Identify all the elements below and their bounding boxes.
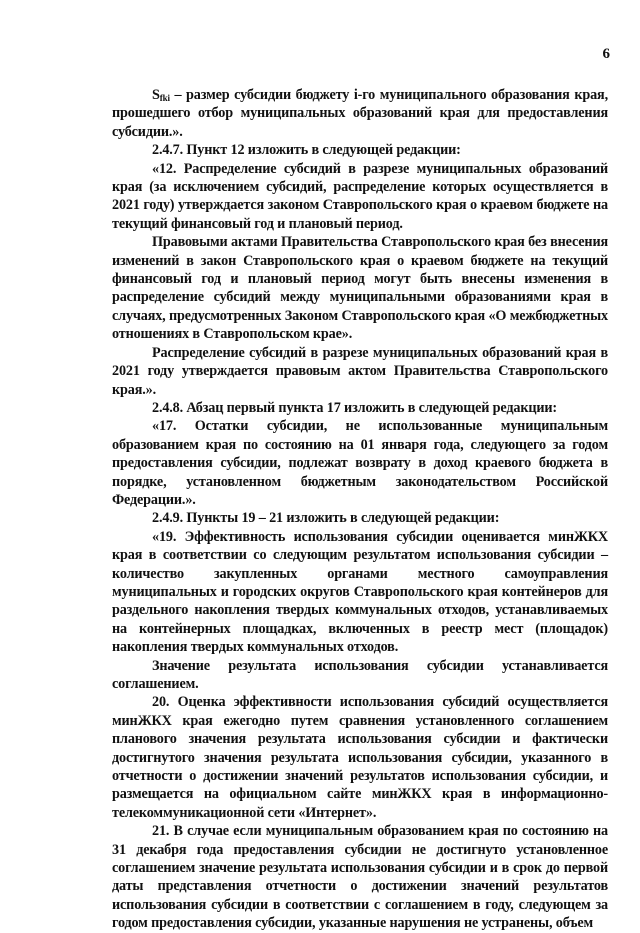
formula-subscript: fki xyxy=(159,93,170,103)
page-number: 6 xyxy=(602,46,610,62)
paragraph-item-19: «19. Эффективность использования субсидии оценивается минЖКХ края в соответствии со следующим результатом использования субсидии – количество закупленных органами местного самоуправления муниципальных и городских округов Ставропольского края контейнеров для раздельного накопления твердых коммунальных отходов, устанавливаемых на контейнерных площадках, включенных в реестр мест (площадок) накопления твердых коммунальных отходов. xyxy=(112,528,608,656)
paragraph-item-17: «17. Остатки субсидии, не использованные муниципальным образованием края по состоянию на 01 января года, следующего за годом предоставления субсидии, подлежат возврату в доход краевого бюджета в порядке, установленном бюджетным законодательством Российской Федерации.». xyxy=(112,418,608,508)
document-body xyxy=(112,86,608,933)
paragraph-2-4-9: 2.4.9. Пункты 19 – 21 изложить в следующей редакции: xyxy=(152,510,500,527)
paragraph-item-12: «12. Распределение субсидий в разрезе муниципальных образований края (за исключением субсидий, распределение которых осуществляется в 2021 году) утверждается законом Ставропольского края о краевом бюджете на текущий финансовый год и плановый период. xyxy=(112,160,608,232)
paragraph-distribution-2021: Распределение субсидий в разрезе муниципальных образований края в 2021 году утверждается правовым актом Правительства Ставропольского края.». xyxy=(112,344,608,398)
paragraph-2-4-7: 2.4.7. Пункт 12 изложить в следующей редакции: xyxy=(152,142,461,159)
paragraph-item-20: 20. Оценка эффективности использования субсидий осуществляется минЖКХ края ежегодно путем сравнения установленного соглашением планового значения результата использования субсидии и фактически достигнутого значения результата использования субсидии, указанного в отчетности о достижении значений результатов использования субсидии, и размещается на официальном сайте минЖКХ края в информационно-телекоммуникационной сети «Интернет». xyxy=(112,694,608,821)
definition-text: – размер субсидии бюджету i-го муниципального образования края, прошедшего отбор муниципальных образований края для предоставления субсидии.». xyxy=(112,87,608,140)
paragraph-result-value: Значение результата использования субсидии устанавливается соглашением. xyxy=(112,657,608,692)
paragraph-item-21: 21. В случае если муниципальным образованием края по состоянию на 31 декабря года предоставления субсидии не достигнуто установленное соглашением значение результата использования субсидии и в срок до первой даты представления отчетности о достижении значений результатов использования субсидии в соответствии с соглашением в году, следующем за годом предоставления субсидии, указанные нарушения не устранены, объем xyxy=(112,823,608,932)
paragraph-legal-acts: Правовыми актами Правительства Ставропольского края без внесения изменений в закон Ставропольского края о краевом бюджете на текущий финансовый год и плановый период могут быть внесены изменения в распределение субсидий между муниципальными образованиями края в случаях, предусмотренных Законом Ставропольского края «О межбюджетных отношениях в Ставропольском крае». xyxy=(112,234,608,343)
paragraph-2-4-8: 2.4.8. Абзац первый пункта 17 изложить в следующей редакции: xyxy=(152,399,557,416)
formula-symbol: S xyxy=(152,87,160,103)
paragraph-definition xyxy=(112,86,608,141)
